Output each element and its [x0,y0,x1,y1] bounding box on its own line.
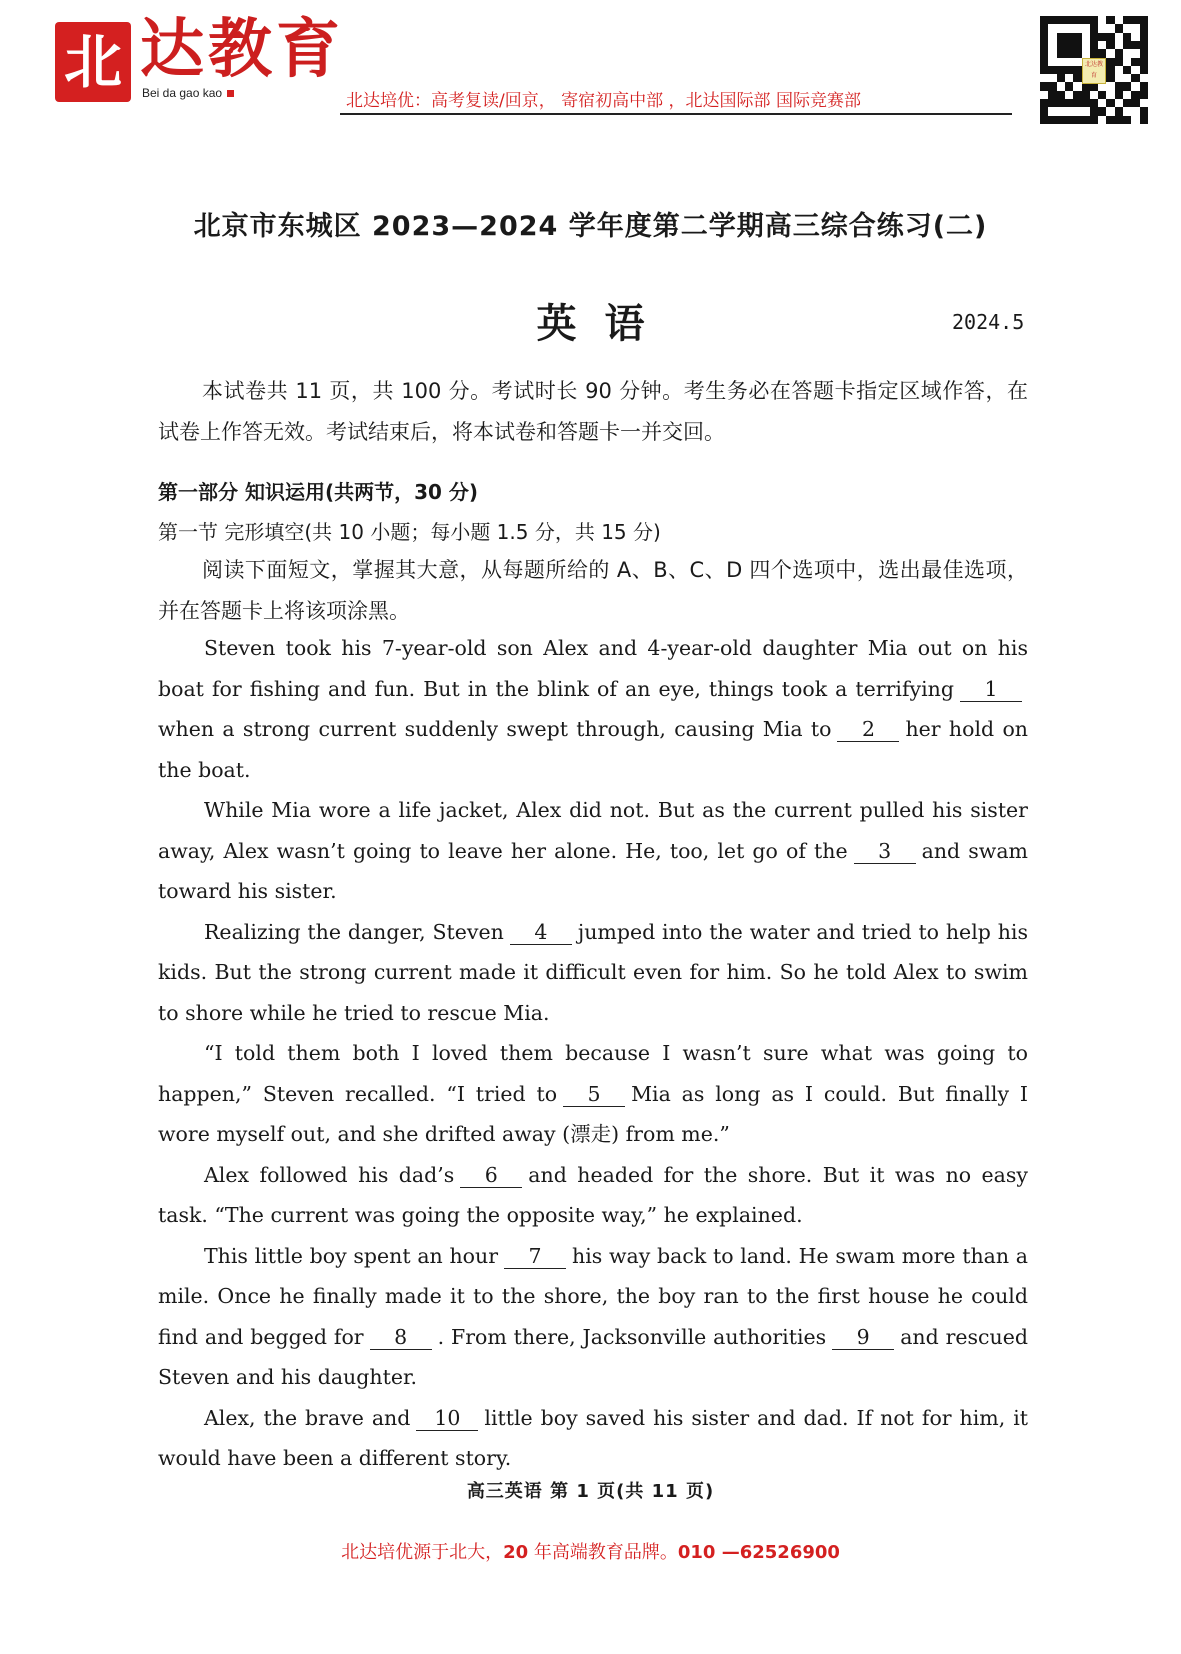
blank-2: 2 [837,717,899,742]
cloze-passage [158,628,1028,1479]
header-tagline: 北达培优：高考复读/回京， 寄宿初高中部 ，北达国际部 国际竞赛部 [346,91,861,111]
paragraph: Realizing the danger, Steven 4 jumped into the water and tried to help his kids. But the strong current made it difficult even for him. So he told Alex to swim to shore while he tried to rescue Mia. [158,919,1028,1025]
blank-3: 3 [854,839,916,864]
blank-9: 9 [832,1325,894,1350]
section-heading: 第一节 完形填空(共 10 小题；每小题 1.5 分，共 15 分) [158,520,661,544]
logo-mark: 北 [55,22,131,102]
blank-8: 8 [370,1325,432,1350]
section-directions: 阅读下面短文，掌握其大意，从每题所给的 A、B、C、D 四个选项中，选出最佳选项，并在答题卡上将该项涂黑。 [158,558,1028,623]
part-heading: 第一部分 知识运用(共两节，30 分) [158,480,479,504]
exam-title: 北京市东城区 2023—2024 学年度第二学期高三综合练习(二) [193,211,988,242]
blank-6: 6 [460,1163,522,1188]
paragraph: Steven took his 7-year-old son Alex and 4-year-old daughter Mia out on his boat for fishing and fun. But in the blink of an eye, things took a terrifying 1when a strong current suddenly swept through, causing Mia to 2 her hold on the boat. [158,636,1028,782]
exam-instructions: 本试卷共 11 页，共 100 分。考试时长 90 分钟。考生务必在答题卡指定区域作答，在试卷上作答无效。考试结束后，将本试卷和答题卡一并交回。 [158,379,1028,444]
qr-center-badge: 北达教育 [1082,58,1106,84]
subject-title: 英语 [536,301,673,347]
paragraph: While Mia wore a life jacket, Alex did not. But as the current pulled his sister away, Alex wasn’t going to leave her alone. He, too, let go of the 3 and swam toward his sister. [158,798,1028,903]
blank-1: 1 [960,677,1022,702]
paragraph: This little boy spent an hour 7 his way back to land. He swam more than a mile. Once he finally made it to the shore, the boy ran to the first house he could find and begged for 8 . From there, Jacksonville authorities 9 and rescued Steven and his daughter. [158,1243,1029,1389]
logo-text: 达教育 [140,12,344,87]
paragraph: Alex, the brave and 10 little boy saved his sister and dad. If not for him, it would have been a different story. [158,1405,1028,1470]
exam-date: 2024.5 [952,310,1025,334]
paragraph: Alex followed his dad’s 6 and headed for the shore. But it was no easy task. “The current was going the opposite way,” he explained. [158,1162,1028,1227]
paragraph: “I told them both I loved them because I wasn’t sure what was going to happen,” Steven recalled. “I tried to 5 Mia as long as I could. But finally I wore myself out, and she drifted away (漂走) from me.” [158,1041,1028,1146]
header-divider [340,113,1012,115]
page-number: 高三英语 第 1 页(共 11 页) [466,1481,715,1502]
blank-7: 7 [504,1244,566,1269]
logo-subtitle: Bei da gao kao [142,86,234,100]
blank-5: 5 [563,1082,625,1107]
blank-4: 4 [510,920,572,945]
blank-10: 10 [416,1406,478,1431]
footer-advert: 北达培优源于北大，20 年高端教育品牌。010 —62526900 [341,1542,840,1563]
